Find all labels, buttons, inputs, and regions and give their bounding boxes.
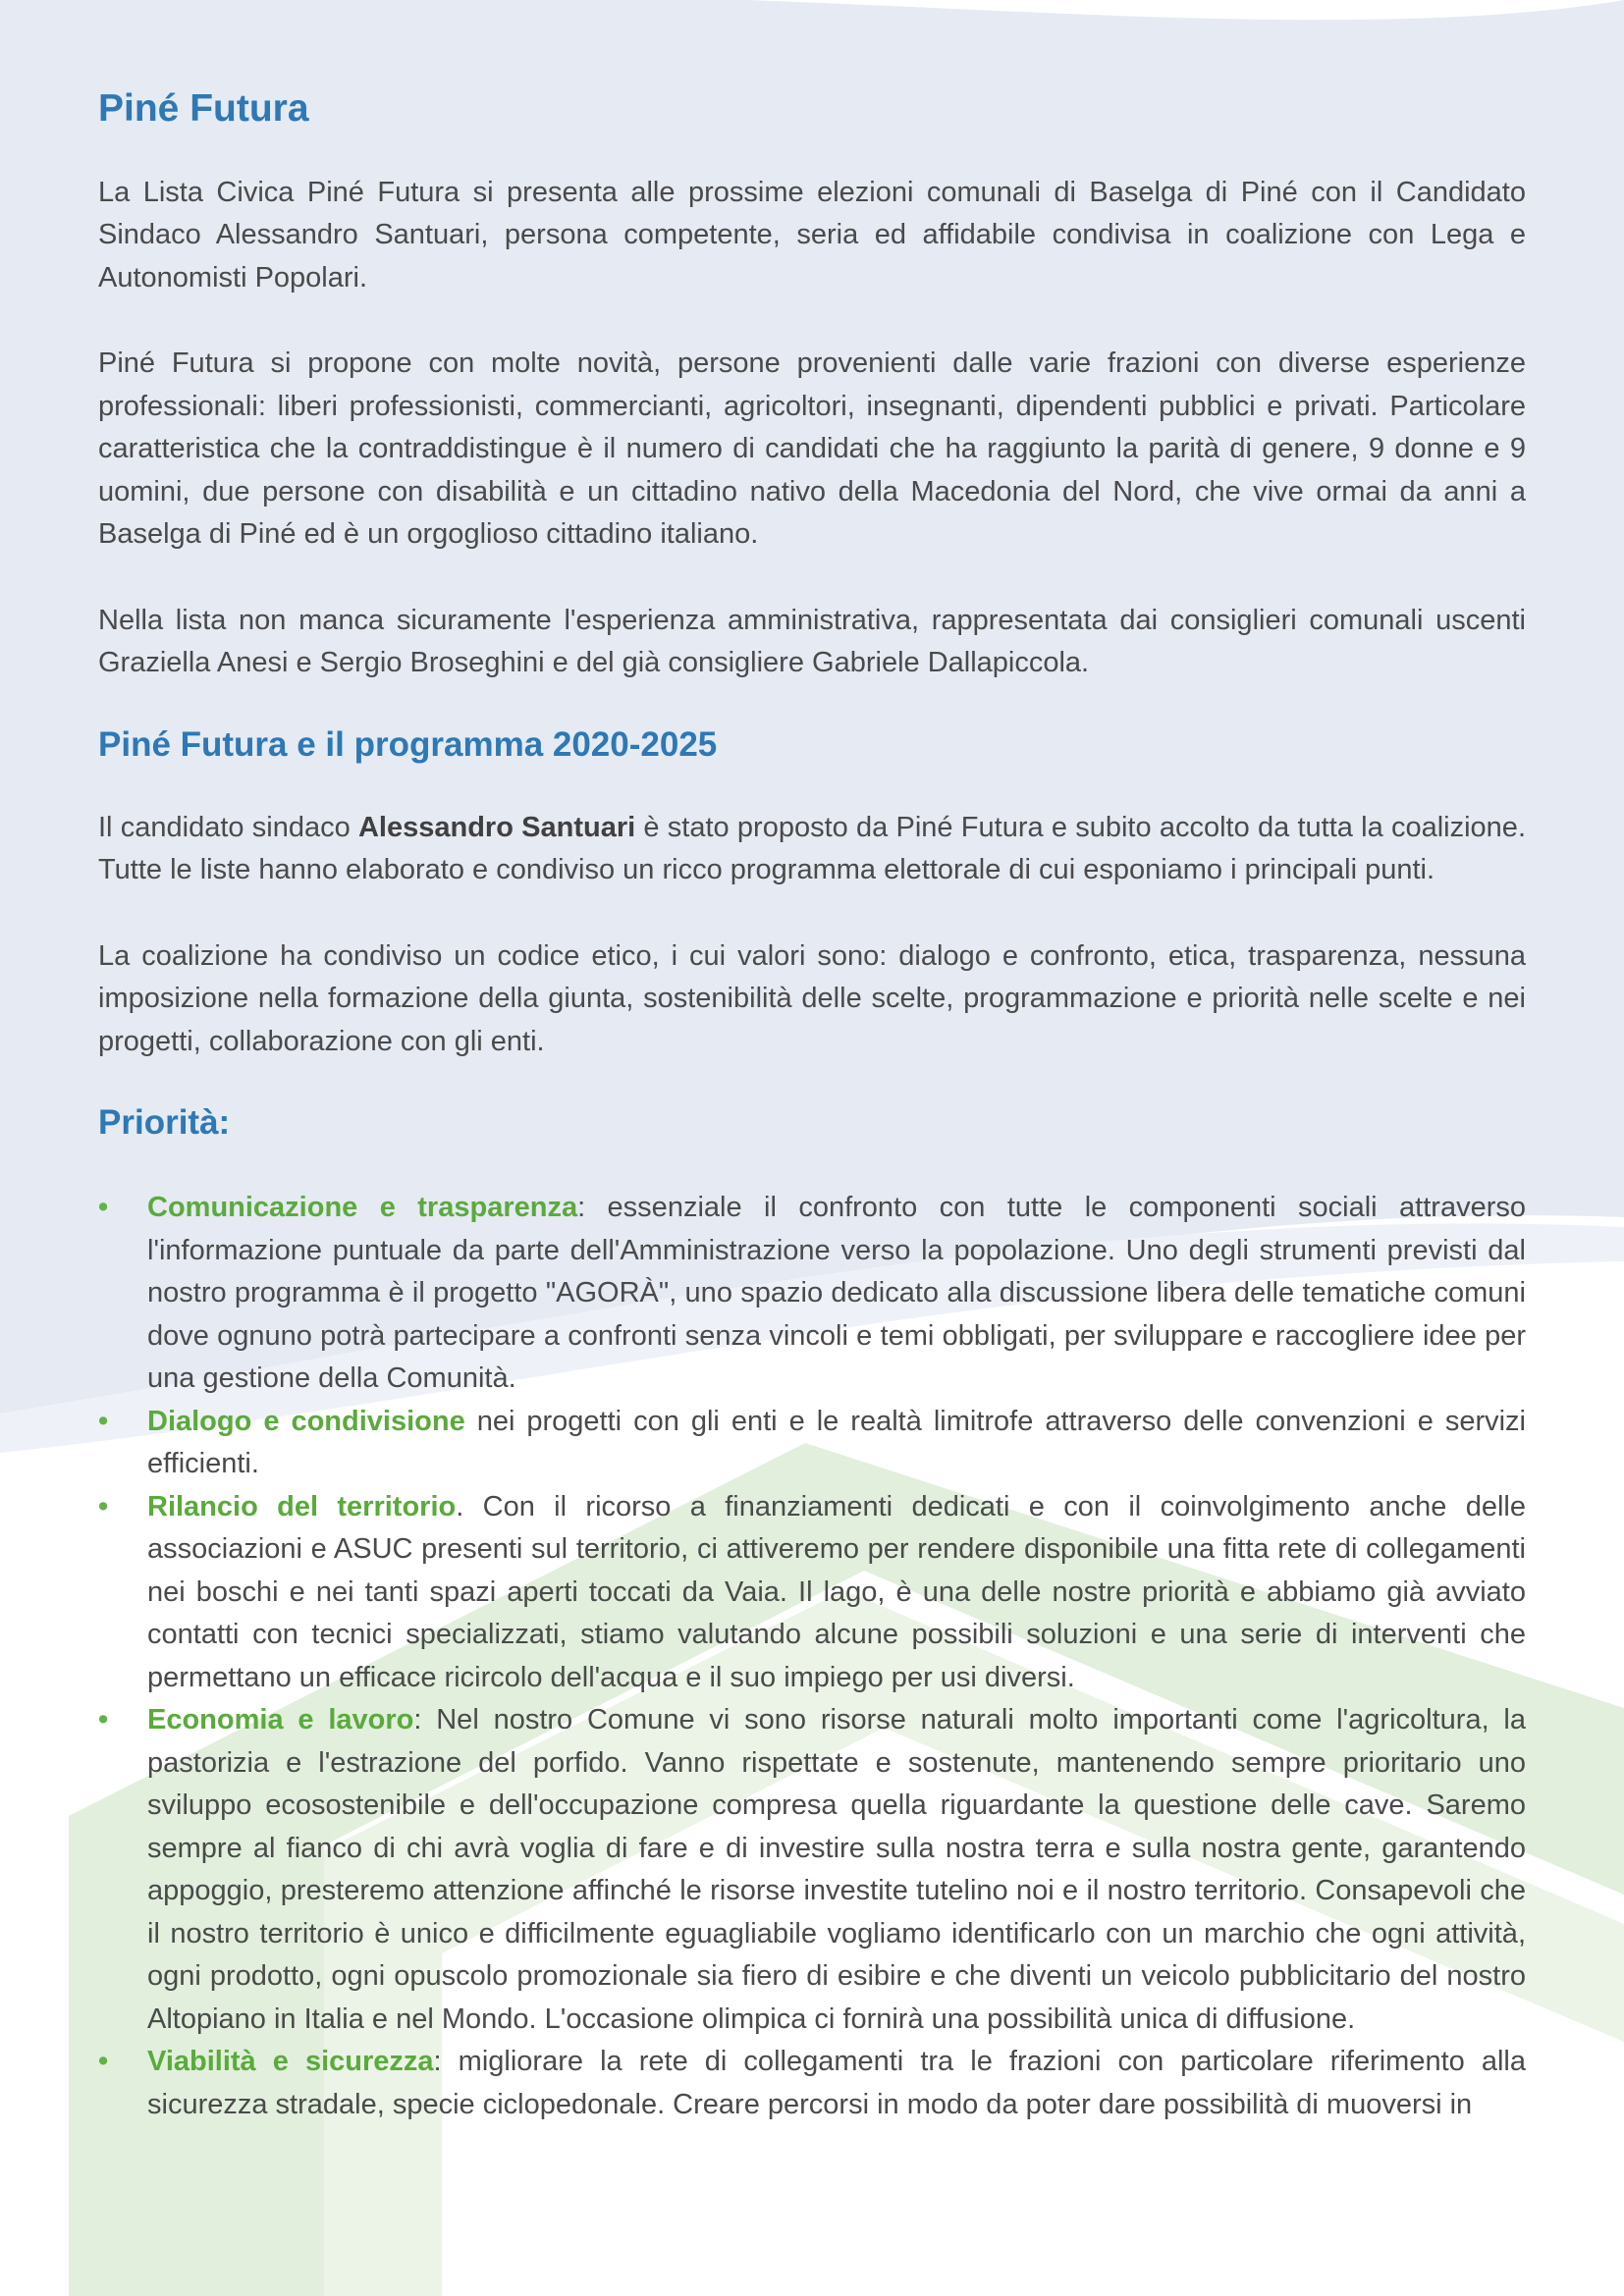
bullet-icon: • — [98, 1405, 109, 1437]
program-heading: Piné Futura e il programma 2020-2025 — [98, 724, 718, 764]
priority-text: nei progetti con gli enti e le realtà limitrofe attraverso delle convenzioni e servizi efficienti. — [147, 1405, 1526, 1480]
page-title: Piné Futura — [98, 87, 309, 130]
page-content — [98, 86, 1526, 2126]
intro-paragraph-3: Nella lista non manca sicuramente l'esperienza amministrativa, rappresentata dai consiglieri comunali uscenti Graziella Anesi e Sergio Broseghini e del già consigliere Gabriele Dallapiccola. — [98, 604, 1526, 679]
program-p1-before: Il candidato sindaco — [98, 811, 358, 843]
intro-paragraph-1: La Lista Civica Piné Futura si presenta alle prossime elezioni comunali di Baselga di Piné con il Candidato Sindaco Alessandro Santuari, persona competente, seria ed affidabile condivisa in coalizione con Lega e Autonomisti Popolari. — [98, 176, 1526, 294]
priorities-heading: Priorità: — [98, 1103, 231, 1143]
priorities-list — [98, 1187, 1526, 2126]
program-paragraph-2: La coalizione ha condiviso un codice etico, i cui valori sono: dialogo e confronto, etica, trasparenza, nessuna imposizione nella formazione della giunta, sostenibilità delle scelte, programmazione e priorità nelle scelte e nei progetti, collaborazione con gli enti. — [98, 939, 1526, 1057]
priority-text: . Con il ricorso a finanziamenti dedicati e con il coinvolgimento anche delle associazioni e ASUC presenti sul territorio, ci attiveremo per rendere disponibile una fitta rete di collegamenti nei boschi e nei tanti spazi aperti toccati da Vaia. Il lago, è una delle nostre priorità e abbiamo già avviato contatti con tecnici specializzati, stiamo valutando alcune possibili soluzioni e una serie di interventi che permettano un efficace ricircolo dell'acqua e il suo impiego per usi diversi. — [147, 1490, 1526, 1693]
priority-text: : migliorare la rete di collegamenti tra le frazioni con particolare riferimento alla sicurezza stradale, specie ciclopedonale. Creare percorsi in modo da poter dare possibilità di muoversi in — [147, 2046, 1526, 2120]
program-paragraph-1 — [98, 807, 1526, 892]
priority-term: Economia e lavoro — [147, 1704, 414, 1736]
candidate-name: Alessandro Santuari — [357, 811, 636, 843]
bullet-icon: • — [98, 2046, 109, 2078]
intro-paragraph-2: Piné Futura si propone con molte novità, persone provenienti dalle varie frazioni con diverse esperienze professionali: liberi professionisti, commercianti, agricoltori, insegnanti, dipendenti pubblici e privati. Particolare caratteristica che la contraddistingue è il numero di candidati che ha raggiunto la parità di genere, 9 donne e 9 uomini, due persone con disabilità e un cittadino nativo della Macedonia del Nord, che vive ormai da anni a Baselga di Piné ed è un orgoglioso cittadino italiano. — [98, 347, 1526, 551]
priority-term: Rilancio del territorio — [147, 1490, 457, 1522]
priority-text: : essenziale il confronto con tutte le componenti sociali attraverso l'informazione puntuale da parte dell'Amministrazione verso la popolazione. Uno degli strumenti previsti dal nostro programma è il progetto "AGORÀ", uno spazio dedicato alla discussione libera delle tematiche comuni dove ognuno potrà partecipare a confronti senza vincoli e temi obbligati, per sviluppare e raccogliere idee per una gestione della Comunità. — [147, 1192, 1526, 1395]
bullet-icon: • — [98, 1704, 109, 1736]
priority-text: : Nel nostro Comune vi sono risorse naturali molto importanti come l'agricoltura, la pastorizia e l'estrazione del porfido. Vanno rispettate e sostenute, mantenendo sempre prioritario uno sviluppo ecosostenibile e dell'occupazione compresa quella riguardante la questione delle cave. Saremo sempre al fianco di chi avrà voglia di fare e di investire sulla nostra terra e sulla nostra gente, garantendo appoggio, presteremo attenzione affinché le risorse investite tutelino noi e il nostro territorio. Consapevoli che il nostro territorio è unico e difficilmente eguagliabile vogliamo identificarlo con un marchio che ogni attività, ogni prodotto, ogni opuscolo promozionale sia fiero di esibire e che diventi un veicolo pubblicitario del nostro Altopiano in Italia e nel Mondo. L'occasione olimpica ci fornirà una possibilità unica di diffusione. — [147, 1704, 1527, 2035]
program-p1-after: è stato proposto da Piné Futura e subito accolto da tutta la coalizione. Tutte le liste hanno elaborato e condiviso un ricco programma elettorale di cui esponiamo i principali punti. — [98, 811, 1526, 886]
bullet-icon: • — [98, 1192, 109, 1224]
priority-term: Viabilità e sicurezza — [147, 2046, 434, 2078]
priority-item — [98, 1401, 1526, 1486]
priority-item — [98, 1187, 1526, 1401]
priority-item — [98, 1486, 1526, 1700]
priority-item — [98, 1699, 1526, 2041]
priority-item — [98, 2041, 1526, 2126]
priority-term: Dialogo e condivisione — [147, 1405, 465, 1437]
bullet-icon: • — [98, 1490, 109, 1522]
priority-term: Comunicazione e trasparenza — [147, 1192, 578, 1224]
